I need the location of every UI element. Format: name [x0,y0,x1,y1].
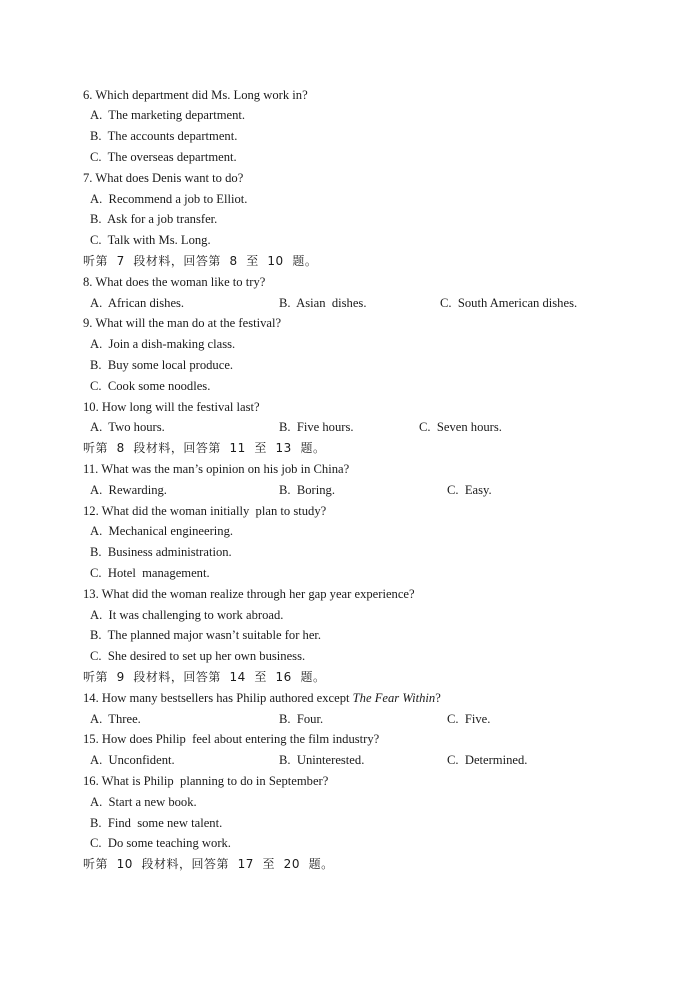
question-13-option-a: A. It was challenging to work abroad. [90,608,284,622]
book-title: The Fear Within [352,691,436,705]
question-16-option-c: C. Do some teaching work. [90,836,231,850]
question-14-option-a: A. Three. [90,712,141,726]
question-15-option-c: C. Determined. [447,753,528,767]
question-16-option-b: B. Find some new talent. [90,816,223,830]
question-8-option-b: B. Asian dishes. [279,296,367,310]
question-7-stem: 7. What does Denis want to do? [83,171,244,185]
question-12-option-c: C. Hotel management. [90,566,210,580]
question-15-stem: 15. How does Philip feel about entering the film industry? [83,732,380,746]
question-9-stem: 9. What will the man do at the festival? [83,316,282,330]
question-14-option-c: C. Five. [447,712,491,726]
question-12-stem: 12. What did the woman initially plan to study? [83,504,327,518]
question-12-option-b: B. Business administration. [90,545,232,559]
question-8-option-c: C. South American dishes. [440,296,578,310]
section-7-heading: 听第 7 段材料，回答第 8 至 10 题。 [83,254,318,268]
question-9-option-b: B. Buy some local produce. [90,358,234,372]
question-10-option-a: A. Two hours. [90,420,165,434]
question-13-stem: 13. What did the woman realize through her gap year experience? [83,587,415,601]
section-9-heading: 听第 9 段材料，回答第 14 至 16 题。 [83,670,326,684]
question-7-option-c: C. Talk with Ms. Long. [90,233,211,247]
question-14-option-b: B. Four. [279,712,324,726]
question-13-option-b: B. The planned major wasn’t suitable for her. [90,628,322,642]
question-16-stem: 16. What is Philip planning to do in September? [83,774,329,788]
question-11-option-a: A. Rewarding. [90,483,167,497]
section-8-heading: 听第 8 段材料，回答第 11 至 13 题。 [83,441,326,455]
question-6-stem: 6. Which department did Ms. Long work in? [83,88,308,102]
question-15-option-b: B. Uninterested. [279,753,365,767]
question-15-option-a: A. Unconfident. [90,753,175,767]
question-9-option-a: A. Join a dish-making class. [90,337,236,351]
question-11-stem: 11. What was the man’s opinion on his job in China? [83,462,350,476]
question-11-option-c: C. Easy. [447,483,492,497]
question-6-option-b: B. The accounts department. [90,129,238,143]
question-12-option-a: A. Mechanical engineering. [90,524,234,538]
question-10-stem: 10. How long will the festival last? [83,400,260,414]
question-10-option-c: C. Seven hours. [419,420,502,434]
question-9-option-c: C. Cook some noodles. [90,379,211,393]
question-10-option-b: B. Five hours. [279,420,354,434]
question-7-option-a: A. Recommend a job to Elliot. [90,192,248,206]
question-14-stem-text: 14. How many bestsellers has Philip authored except [83,691,353,705]
question-mark: ? [435,691,441,705]
question-13-option-c: C. She desired to set up her own business. [90,649,306,663]
question-16-option-a: A. Start a new book. [90,795,197,809]
section-10-heading: 听第 10 段材料，回答第 17 至 20 题。 [83,857,334,871]
question-6-option-c: C. The overseas department. [90,150,237,164]
question-14-stem [83,690,441,706]
question-8-option-a: A. African dishes. [90,296,185,310]
question-7-option-b: B. Ask for a job transfer. [90,212,218,226]
question-8-stem: 8. What does the woman like to try? [83,275,266,289]
question-6-option-a: A. The marketing department. [90,108,246,122]
question-11-option-b: B. Boring. [279,483,335,497]
